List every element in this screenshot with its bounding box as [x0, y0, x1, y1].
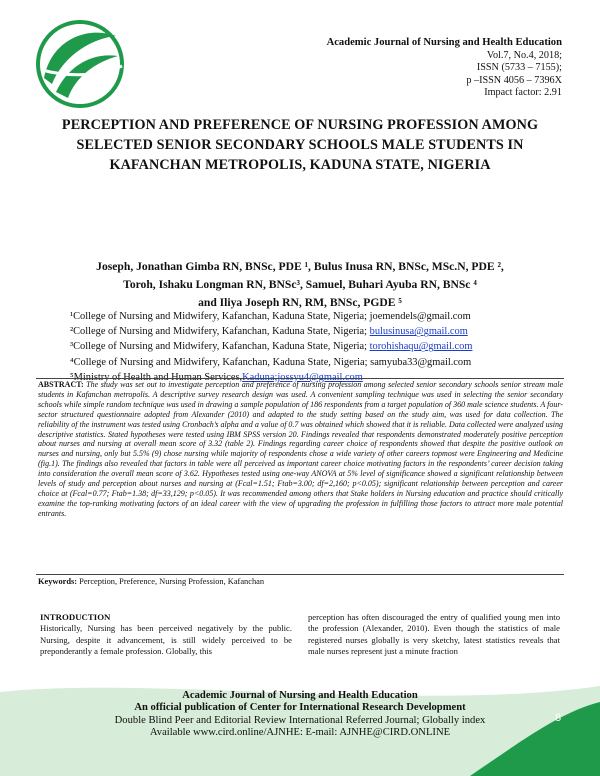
affiliation-3-email-link[interactable]: torohishaqu@gmail.com [369, 341, 473, 353]
author-line-2: Toroh, Ishaku Longman RN, BNSc³, Samuel, Buhari Ayuba RN, BNSc ⁴ [123, 278, 477, 291]
affiliation-list [70, 309, 560, 385]
intro-paragraph-right: perception has often discouraged the entry of qualified young men into the profession (Alexander, 2010). Even though the statistics of male registered nurses globally is very sketchy, latest statistics reveals that male nurses represent just a minute fraction [308, 612, 560, 657]
affiliation-2-email-link[interactable]: bulusinusa@gmail.com [369, 326, 468, 338]
page-number: 8 [554, 712, 562, 724]
abstract-top-rule [36, 378, 564, 379]
journal-impact: Impact factor: 2.91 [484, 87, 562, 99]
affiliation-5-email-link[interactable]: Kaduna;jossyu4@gmail.com [242, 371, 363, 383]
abstract [38, 380, 563, 519]
footer-availability: Available www.cird.online/AJNHE: E-mail: AJNHE@CIRD.ONLINE [149, 727, 451, 739]
affiliation-1: ¹College of Nursing and Midwifery, Kafanchan, Kaduna State, Nigeria; joemendels@gmail.com [70, 311, 471, 322]
affiliation-4: ⁴College of Nursing and Midwifery, Kafanchan, Kaduna State, Nigeria; samyuba33@gmail.com [70, 356, 472, 368]
footer-review: Double Blind Peer and Editorial Review International Referred Journal; Globally index [114, 714, 486, 726]
journal-name: Academic Journal of Nursing and Health Education [326, 37, 562, 48]
footer-publisher: An official publication of Center for International Research Development [134, 702, 466, 714]
intro-paragraph-left: Historically, Nursing has been perceived negatively by the public. Nursing, despite it advancement, is still widely perceived to be preponderantly a female profession. Globally, this [40, 623, 292, 657]
intro-heading: INTRODUCTION [40, 612, 111, 622]
intro-column-right [308, 612, 560, 658]
author-list [30, 258, 570, 312]
journal-volume: Vol.7, No.4, 2018; [486, 49, 562, 61]
keywords-text: Perception, Preference, Nursing Profession, Kafanchan [77, 577, 265, 586]
affiliation-2: ²College of Nursing and Midwifery, Kafanchan, Kaduna State, Nigeria; bulusinusa@gmail.com [70, 326, 468, 338]
author-line-1: Joseph, Jonathan Gimba RN, BNSc, PDE ¹, Bulus Inusa RN, BNSc, MSc.N, PDE ², [96, 260, 504, 273]
keywords-label: Keywords: [38, 577, 78, 586]
abstract-bottom-rule [36, 574, 564, 575]
affiliation-5: ⁵Ministry of Health and Human Services,Kaduna;jossyu4@gmail.com [70, 371, 363, 383]
journal-logo [34, 18, 126, 110]
paper-title: PERCEPTION AND PREFERENCE OF NURSING PROFESSION AMONG SELECTED SENIOR SECONDARY SCHOOLS MALE STUDENTS IN KAFANCHAN METROPOLIS, KADUNA STATE, NIGERIA [61, 117, 539, 173]
abstract-text: The study was set out to investigate perception and preference of nursing profession among selected senior secondary schools senior stream male students in Kafanchan metropolis. A descriptive survey research design was used. A convenient sampling technique was used in selecting the senior secondary schools while simple random technique was used in drawing a sample population of 186 respondents from a target population of 360 male science students. A four-sector structured questionnaire adopted from Alexander (2010) and adapted to the study setting based on the study aim, was used for data collection. The reliability of the instrument was tested using Cronbach’s alpha and a value of 0.7 was obtained which showed that it is reliable. Data collected were analyzed using descriptive statistics. Stated hypotheses were tested using IBM SPSS version 20. Findings revealed that respondents demonstrated moderately positive perception about nurses and nursing at overall mean score of 3.32 (table 2). Findings regarding career choice of respondents showed that despite the positive outlook on nurses and nursing, only but 5.5% (9) chose nursing while majority of respondents chose a wide variety of other careers topmost were Engineering and Medicine (fig.1). The findings also revealed that factors in table were all perceived as important career choice motivating factors in the respondents’ career decision taking into consideration the overall mean score of 3.62. Hypotheses tested using one-way ANOVA at 5% level of significance showed a significant relationship between levels of study and perception about nurses and nursing at (Fcal=1.51; Ftab=3.00; df=2,160; p<0.05); significant relationship between perception and career choice at (Fcal=0.77; Ftab=1.38; df=33,129; p<0.05). It was recommended among others that Stake holders in Nursing education and practice should critically examine the top-ranking motivating factors of an ideal career with the view of upgrading the profession in fulfilling those factors to attract more male potential entrants. [38, 380, 563, 518]
footer-text [60, 690, 540, 740]
footer-journal-name: Academic Journal of Nursing and Health Education [182, 690, 418, 701]
affiliation-3: ³College of Nursing and Midwifery, Kafanchan, Kaduna State, Nigeria; torohishaqu@gmail.com [70, 341, 473, 353]
journal-info [262, 37, 562, 100]
keywords [38, 576, 563, 587]
affiliation-1-contact: joemendels@gmail.com [369, 311, 471, 322]
affiliation-4-contact: samyuba33@gmail.com [370, 356, 472, 368]
intro-column-left [40, 612, 292, 658]
journal-issn: ISSN (5733 – 7155); [476, 62, 562, 74]
abstract-label: ABSTRACT: [38, 380, 84, 389]
journal-p-issn: p –ISSN 4056 – 7396X [466, 74, 562, 86]
author-line-3: and Iliya Joseph RN, RM, BNSc, PGDE ⁵ [198, 296, 402, 309]
